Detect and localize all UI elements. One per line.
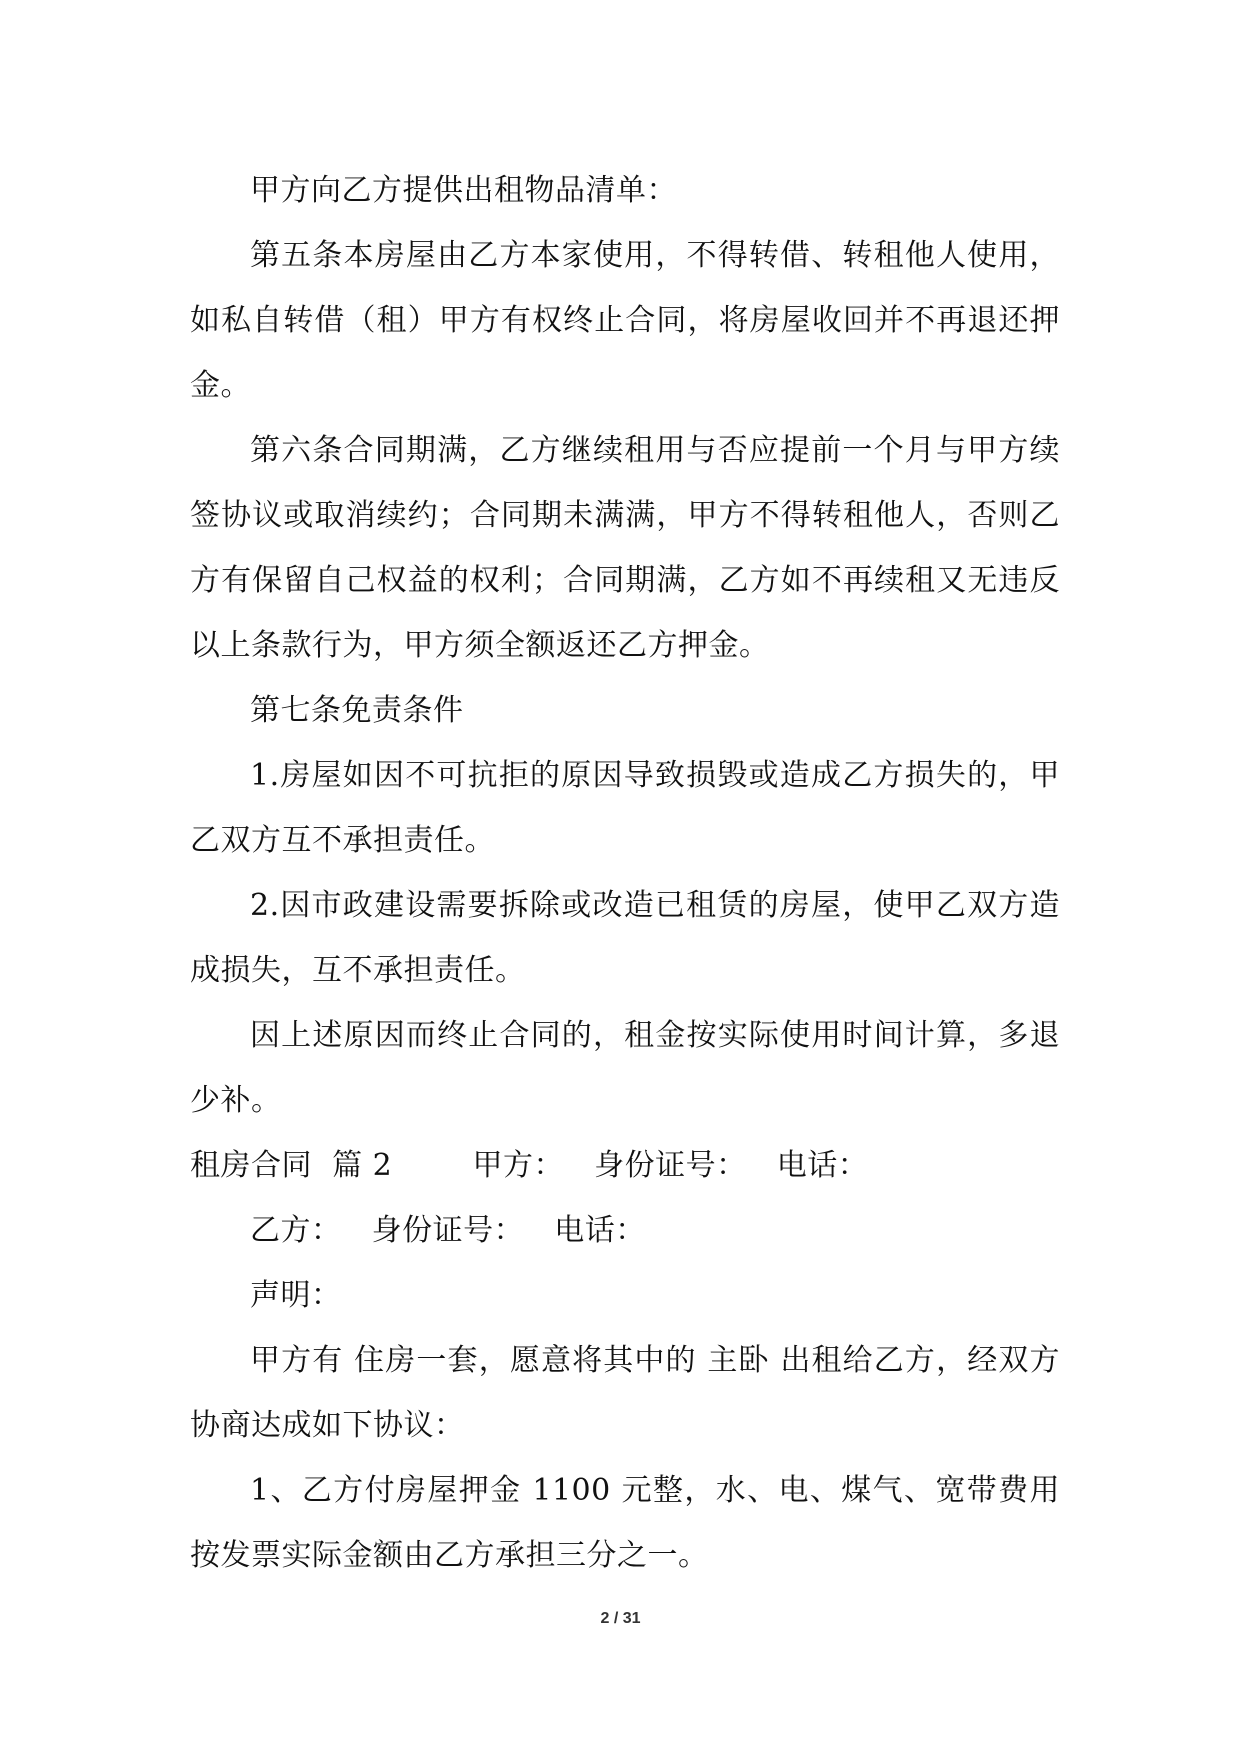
paragraph-termination: 因上述原因而终止合同的，租金按实际使用时间计算，多退少补。	[190, 1018, 1060, 1118]
page-number: 2 / 31	[600, 1610, 641, 1627]
paragraph-clause-2: 2.因市政建设需要拆除或改造已租赁的房屋，使甲乙双方造成损失，互不承担责任。	[190, 888, 1060, 988]
paragraph-deposit: 1、乙方付房屋押金 1100 元整，水、电、煤气、宽带费用按发票实际金额由乙方承担三分之一。	[190, 1473, 1060, 1573]
section-heading-contract-2: 租房合同 篇 2 甲方： 身份证号： 电话：	[190, 1148, 869, 1183]
document-body	[190, 158, 1060, 1588]
paragraph-housing: 甲方有 住房一套，愿意将其中的 主卧 出租给乙方，经双方协商达成如下协议：	[190, 1343, 1060, 1443]
paragraph-clause-1: 1.房屋如因不可抗拒的原因导致损毁或造成乙方损失的，甲乙双方互不承担责任。	[190, 758, 1060, 858]
paragraph-article-7-heading: 第七条免责条件	[250, 693, 464, 728]
paragraph-declaration: 声明：	[250, 1278, 342, 1313]
paragraph-item-list: 甲方向乙方提供出租物品清单：	[250, 173, 677, 208]
paragraph-article-6: 第六条合同期满，乙方继续租用与否应提前一个月与甲方续签协议或取消续约；合同期未满满，甲方不得转租他人，否则乙方有保留自己权益的权利；合同期满，乙方如不再续租又无违反以上条款行为，甲方须全额返还乙方押金。	[190, 433, 1060, 663]
paragraph-party-b: 乙方： 身份证号： 电话：	[250, 1213, 646, 1248]
paragraph-article-5: 第五条本房屋由乙方本家使用，不得转借、转租他人使用，如私自转借（租）甲方有权终止合同，将房屋收回并不再退还押金。	[190, 238, 1060, 403]
